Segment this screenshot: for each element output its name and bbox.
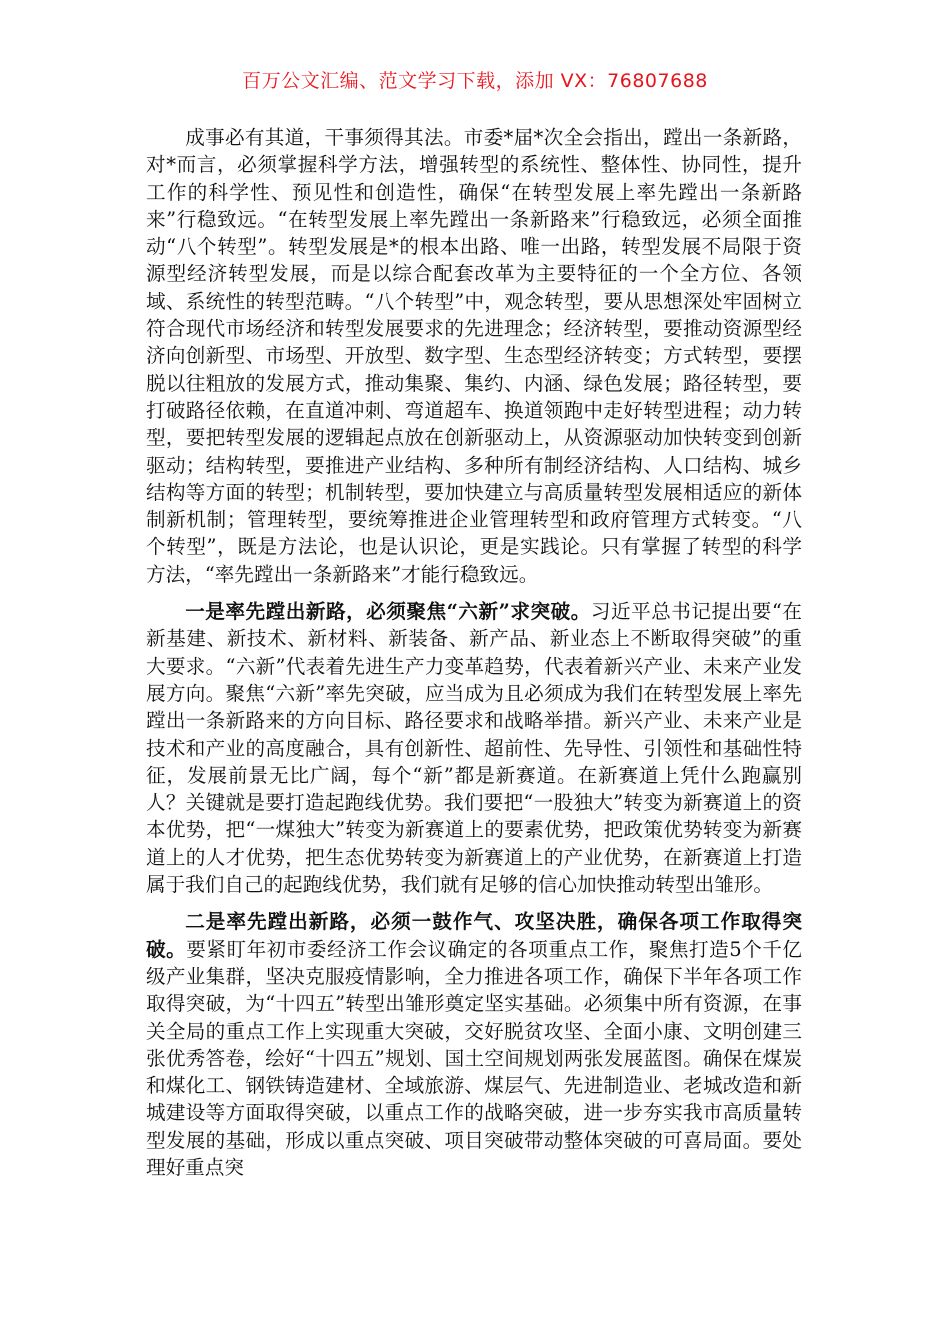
paragraph-text: 要紧盯年初市委经济工作会议确定的各项重点工作，聚焦打造5个千亿级产业集群，坚决克服疫情影响，全力推进各项工作，确保下半年各项工作取得突破，为“十四五”转型出雏形奠定坚实基础。必须集中所有资源，在事关全局的重点工作上实现重大突破，交好脱贫攻坚、全面小康、文明创建三张优秀答卷，绘好“十四五”规划、国土空间规划两张发展蓝图。确保在煤炭和煤化工、钢铁铸造建材、全域旅游、煤层气、先进制造业、老城改造和新城建设等方面取得突破，以重点工作的战略突破，进一步夯实我市高质量转型发展的基础，形成以重点突破、项目突破带动整体突破的可喜局面。要处理好重点突 bbox=[146, 937, 803, 1179]
paragraph-point-two bbox=[146, 908, 802, 1181]
watermark-header: 百万公文汇编、范文学习下载，添加 VX：76807688 bbox=[242, 70, 708, 92]
paragraph-point-one bbox=[146, 598, 802, 898]
paragraph-text: 习近平总书记提出要“在新基建、新技术、新材料、新装备、新产品、新业态上不断取得突破”的重大要求。“六新”代表着先进生产力变革趋势，代表着新兴产业、未来产业发展方向。聚焦“六新”率先突破，应当成为且必须成为我们在转型发展上率先蹚出一条新路来的方向目标、路径要求和战略举措。新兴产业、未来产业是技术和产业的高度融合，具有创新性、超前性、先导性、引领性和基础性特征，发展前景无比广阔，每个“新”都是新赛道。在新赛道上凭什么跑赢别人？关键就是要打造起跑线优势。我们要把“一股独大”转变为新赛道上的资本优势，把“一煤独大”转变为新赛道上的要素优势，把政策优势转变为新赛道上的人才优势，把生态优势转变为新赛道上的产业优势，在新赛道上打造属于我们自己的起跑线优势，我们就有足够的信心加快推动转型出雏形。 bbox=[146, 600, 802, 897]
paragraph-text: 成事必有其道，干事须得其法。市委*届*次全会指出，蹚出一条新路，对*而言，必须掌握科学方法，增强转型的系统性、整体性、协同性，提升工作的科学性、预见性和创造性，确保“在转型发展上率先蹚出一条新路来”行稳致远。“在转型发展上率先蹚出一条新路来”行稳致远，必须全面推动“八个转型”。转型发展是*的根本出路、唯一出路，转型发展不局限于资源型经济转型发展，而是以综合配套改革为主要特征的一个全方位、各领域、系统性的转型范畴。“八个转型”中，观念转型，要从思想深处牢固树立符合现代市场经济和转型发展要求的先进理念；经济转型，要推动资源型经济向创新型、市场型、开放型、数字型、生态型经济转变；方式转型，要摆脱以往粗放的发展方式，推动集聚、集约、内涵、绿色发展；路径转型，要打破路径依赖，在直道冲刺、弯道超车、换道领跑中走好转型进程；动力转型，要把转型发展的逻辑起点放在创新驱动上，从资源驱动加快转变到创新驱动；结构转型，要推进产业结构、多种所有制经济结构、人口结构、城乡结构等方面的转型；机制转型，要加快建立与高质量转型发展相适应的新体制新机制；管理转型，要统筹推进企业管理转型和政府管理方式转变。“八个转型”，既是方法论，也是认识论，更是实践论。只有掌握了转型的科学方法，“率先蹚出一条新路来”才能行稳致远。 bbox=[146, 126, 802, 586]
paragraph-lead: 一是率先蹚出新路，必须聚焦“六新”求突破。 bbox=[185, 600, 591, 624]
paragraph-lead: 二是率先蹚出新路，必须一鼓作气、攻坚决胜，确保各项工作取得突破。 bbox=[146, 910, 802, 961]
paragraph-intro bbox=[146, 124, 802, 588]
document-body bbox=[146, 124, 802, 1191]
